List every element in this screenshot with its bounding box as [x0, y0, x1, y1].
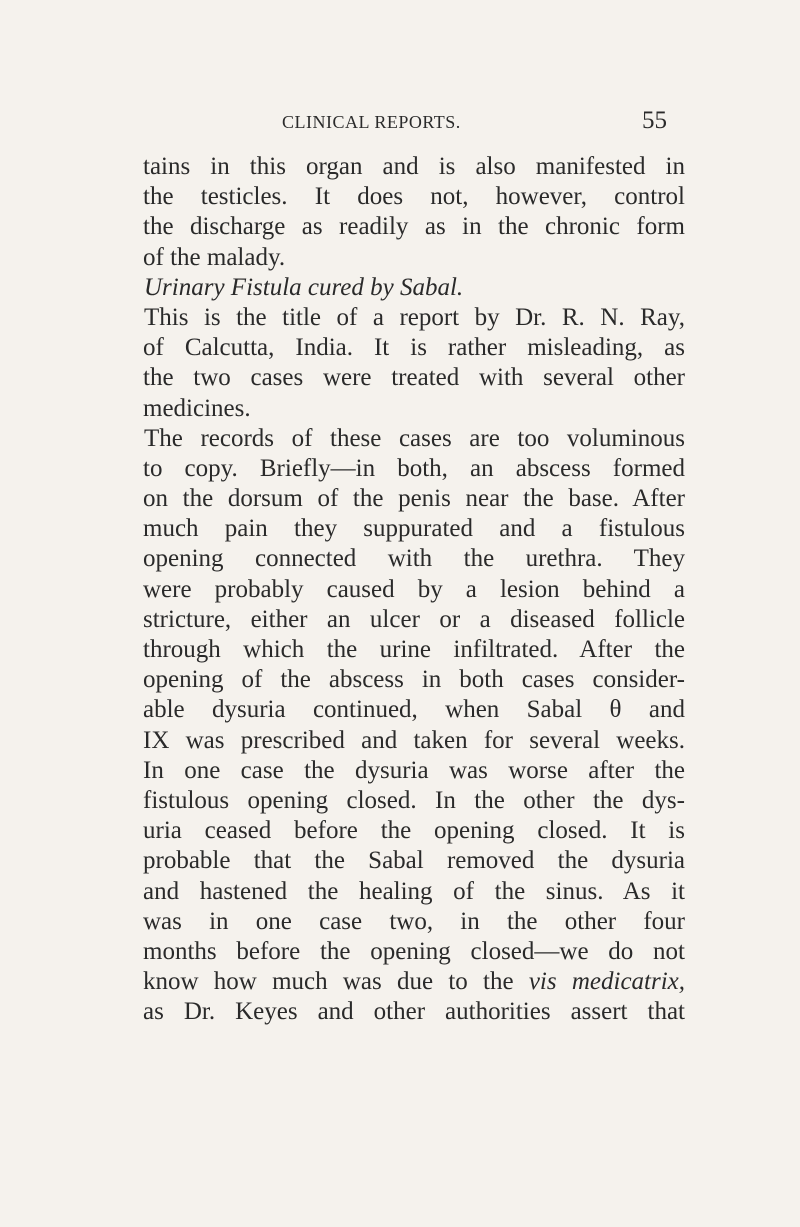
text-line: fistulous opening closed. In the other the dys-: [143, 786, 685, 814]
text-line: to copy. Briefly—in both, an abscess formed: [143, 454, 685, 482]
text-line: [143, 967, 685, 997]
text-line: much pain they suppurated and a fistulous: [143, 515, 685, 543]
text-line: opening connected with the urethra. They: [143, 545, 685, 573]
text-line: stricture, either an ulcer or a diseased follicle: [143, 605, 685, 633]
text-line: the discharge as readily as in the chronic form: [143, 213, 685, 241]
text-line: was in one case two, in the other four: [143, 907, 685, 935]
text-line: the two cases were treated with several other: [143, 364, 685, 392]
section-heading: Urinary Fistula cured by Sabal.: [144, 273, 464, 301]
text-line: were probably caused by a lesion behind a: [143, 575, 685, 603]
text-line: IX was prescribed and taken for several weeks.: [143, 726, 685, 754]
text-line: of the malady.: [143, 243, 286, 271]
body-text: [143, 152, 685, 1027]
text-line: In one case the dysuria was worse after the: [143, 756, 685, 784]
text-line: uria ceased before the opening closed. It is: [143, 817, 685, 845]
italic-phrase: vis medicatrix,: [528, 968, 686, 996]
text-line: as Dr. Keyes and other authorities assert that: [143, 998, 685, 1026]
text-line: This is the title of a report by Dr. R. N. Ray,: [144, 303, 685, 331]
running-head: [0, 107, 800, 138]
text-line: tains in this organ and is also manifested in: [143, 153, 685, 180]
text-segment: know how much was due to the: [143, 968, 514, 996]
text-line: able dysuria continued, when Sabal θ and: [143, 696, 685, 724]
text-line: on the dorsum of the penis near the base. After: [143, 485, 685, 513]
text-line: opening of the abscess in both cases consider-: [143, 666, 685, 694]
text-line: through which the urine infiltrated. After the: [143, 636, 685, 663]
text-line: The records of these cases are too voluminous: [144, 424, 685, 452]
text-line: medicines.: [143, 394, 251, 422]
text-line: months before the opening closed—we do not: [143, 937, 685, 965]
running-title: CLINICAL REPORTS.: [282, 112, 461, 132]
text-line: and hastened the healing of the sinus. As it: [143, 877, 685, 905]
text-line: of Calcutta, India. It is rather misleading, as: [143, 334, 685, 362]
text-line: probable that the Sabal removed the dysuria: [143, 847, 685, 875]
page-number: 55: [642, 107, 667, 134]
text-line: the testicles. It does not, however, control: [143, 183, 685, 211]
